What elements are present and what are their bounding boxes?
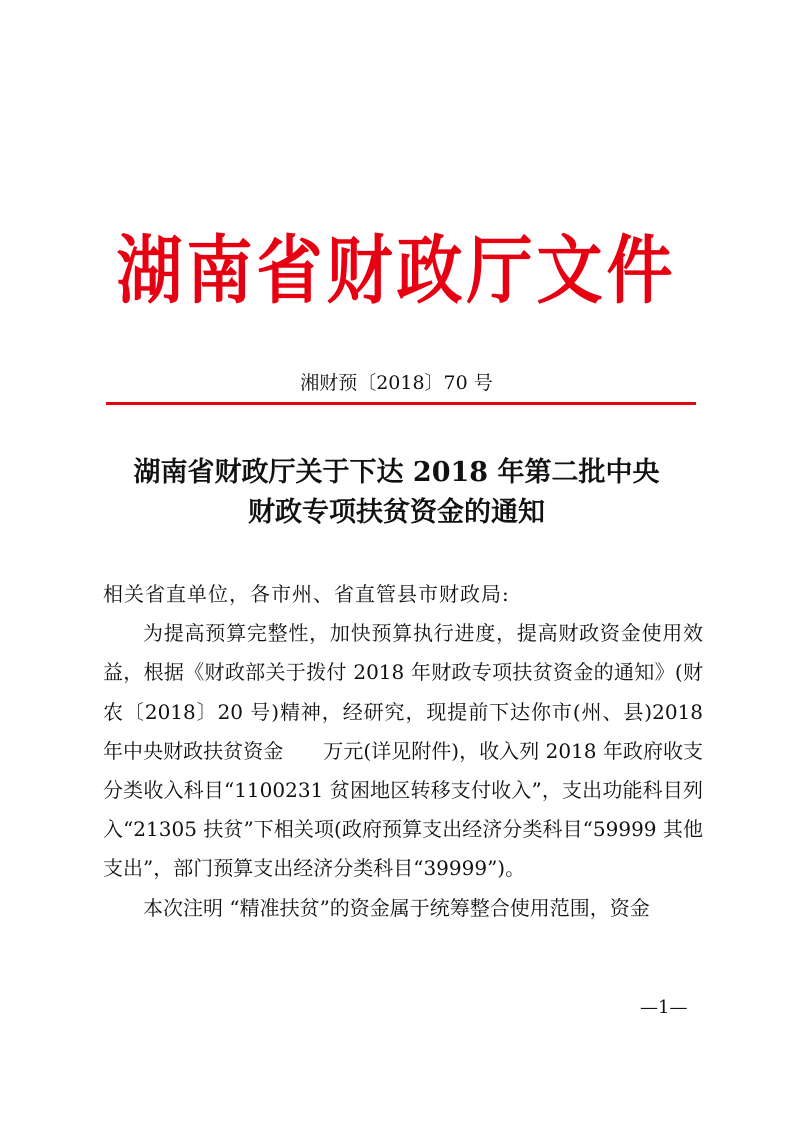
notice-title-line-1: 湖南省财政厅关于下达 2018 年第二批中央 [133,457,660,488]
page-number: —1— [640,997,688,1018]
masthead-title: 湖南省财政厅文件 [116,226,677,314]
paragraph-1: 为提高预算完整性，加快预算执行进度，提高财政资金使用效益，根据《财政部关于拨付 2018 年财政专项扶贫资金的通知》(财农〔2018〕20 号)精神，经研究，现提前下达你市(州、县)2018 年中央财政扶贫资金 万元(详见附件)，收入列 2018 年政府收支分类收入科目“1100231 贫困地区转移支付收入”，支出功能科目列入“21305 扶贫”下相关项(政府预算支出经济分类科目“59999 其他支出”，部门预算支出经济分类科目“39999”)。 [103,621,703,881]
document-number: 湘财预〔2018〕70 号 [300,372,493,394]
notice-body [103,575,703,928]
salutation: 相关省直单位，各市州、省直管县市财政局: [103,582,510,606]
paragraph-2: 本次注明 “精准扶贫”的资金属于统筹整合使用范围，资金 [143,895,650,920]
notice-title [0,453,793,533]
notice-title-line-2: 财政专项扶贫资金的通知 [248,497,545,528]
red-separator-line [106,402,696,405]
